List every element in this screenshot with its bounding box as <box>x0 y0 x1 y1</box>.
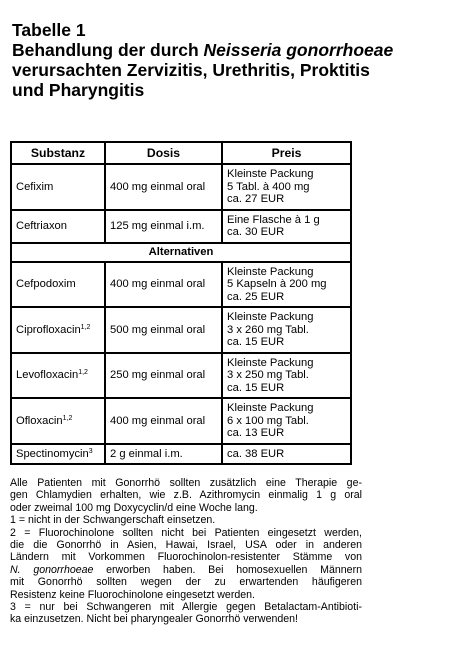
substance-name: Ofloxacin <box>16 414 63 427</box>
footnote-1: 1 = nicht in der Schwangerschaft einsetzen. <box>10 514 216 527</box>
price-cell <box>222 398 351 444</box>
footnote-ref: 1,2 <box>80 323 91 331</box>
substance-cell <box>11 262 105 308</box>
table-row <box>11 398 351 444</box>
price-line: Kleinste Packung <box>227 311 314 323</box>
alternatives-section <box>11 243 351 262</box>
footnote-3-line: 3 = nur bei Schwangeren mit Allergie gegen Betalactam-Antibioti- <box>10 601 362 614</box>
header-price: Preis <box>222 142 351 164</box>
price-cell <box>222 307 351 353</box>
price-line: ca. 15 EUR <box>227 381 285 394</box>
notes-intro-line: gen Chlamydien erhalten, wie z.B. Azithromycin einmalig 1 g oral <box>10 489 362 502</box>
price-line: Kleinste Packung <box>227 168 314 180</box>
substance-name: Ciprofloxacin <box>16 323 81 336</box>
footnote-ref: 1,2 <box>62 414 73 422</box>
dose-cell: 400 mg einmal oral <box>105 164 222 210</box>
title-prefix: Behandlung der durch <box>12 40 204 60</box>
footnote-2-line: die die Gonorrhö in Asien, Hawai, Israel, USA oder in anderen <box>10 539 362 552</box>
dose-cell: 250 mg einmal oral <box>105 353 222 399</box>
price-line: 5 Kapseln à 200 mg <box>227 278 327 290</box>
table-row <box>11 262 351 308</box>
footnote-2-organism: N. gonorrhoeae <box>10 563 94 576</box>
price-line: Eine Flasche à 1 g <box>227 213 320 226</box>
dose-cell: 2 g einmal i.m. <box>105 444 222 465</box>
footnote-ref: 3 <box>88 447 93 455</box>
price-cell <box>222 164 351 210</box>
price-line: Kleinste Packung <box>227 265 314 278</box>
substance-cell <box>11 210 105 243</box>
header-substance: Substanz <box>11 142 105 164</box>
notes-intro-line: oder zweimal 100 mg Doxycyclin/d eine Woche lang. <box>10 501 258 514</box>
table-row <box>11 444 351 465</box>
alternatives-row <box>11 243 351 262</box>
price-line: 5 Tabl. à 400 mg <box>227 180 310 193</box>
footnote-2-line: Resistenz keine Fluorochinolone eingesetzt werden. <box>10 588 255 601</box>
price-line: 3 x 250 mg Tabl. <box>227 369 309 381</box>
price-line: ca. 15 EUR <box>227 336 285 348</box>
footnote-ref: 1,2 <box>78 369 88 376</box>
price-line: Kleinste Packung <box>227 402 314 414</box>
price-cell <box>222 353 351 399</box>
substance-cell <box>11 398 105 444</box>
substance-name: Levofloxacin <box>16 369 79 381</box>
price-cell <box>222 444 351 465</box>
title-organism: Neisseria gonorrhoeae <box>203 40 394 60</box>
table-row <box>11 210 351 243</box>
price-line: 6 x 100 mg Tabl. <box>227 414 309 427</box>
price-cell <box>222 262 351 308</box>
price-line: Kleinste Packung <box>227 356 314 369</box>
title-line-1 <box>12 40 462 60</box>
substance-name: Ceftriaxon <box>16 219 67 232</box>
substance-name: Spectinomycin <box>16 447 89 460</box>
substance-name: Cefixim <box>16 180 54 193</box>
table-header-row <box>11 142 351 164</box>
alternative-rows <box>11 262 351 465</box>
footnote-2-line <box>10 564 362 576</box>
footnote-2-line: mit Gonorrhö sollten wegen der zu erwartenden häufigeren <box>10 576 362 589</box>
dose-cell: 125 mg einmal i.m. <box>105 210 222 243</box>
table-row <box>11 307 351 353</box>
price-line: ca. 25 EUR <box>227 290 285 303</box>
title-line-2: verursachten Zervizitis, Urethritis, Proktitis <box>12 60 370 80</box>
substance-name: Cefpodoxim <box>16 278 76 290</box>
dose-cell: 400 mg einmal oral <box>105 398 222 444</box>
primary-rows <box>11 164 351 243</box>
price-line: ca. 27 EUR <box>227 193 285 205</box>
footnote-2-line: Ländern mit Vorkommen Fluorochinolon-resistenter Stämme von <box>10 551 362 564</box>
price-line: ca. 13 EUR <box>227 427 285 439</box>
price-line: ca. 30 EUR <box>227 226 285 238</box>
treatment-table <box>10 141 352 465</box>
header-dose: Dosis <box>105 142 222 164</box>
table-heading <box>12 20 462 100</box>
price-line: 3 x 260 mg Tabl. <box>227 323 309 336</box>
footnote-3-line: ka einzusetzen. Nicht bei pharyngealer Gonorrhö verwenden! <box>10 613 298 626</box>
table-row <box>11 164 351 210</box>
table-row <box>11 353 351 399</box>
footnotes <box>10 477 362 626</box>
footnote-2-organism-rest: erworben haben. Bei homosexuellen Männern <box>93 563 362 576</box>
substance-cell <box>11 353 105 399</box>
footnote-2-line: 2 = Fluorochinolone sollten nicht bei Patienten eingesetzt werden, <box>10 526 362 539</box>
price-cell <box>222 210 351 243</box>
dose-cell: 500 mg einmal oral <box>105 307 222 353</box>
alternatives-label: Alternativen <box>11 243 351 262</box>
dose-cell: 400 mg einmal oral <box>105 262 222 308</box>
substance-cell <box>11 307 105 353</box>
substance-cell <box>11 164 105 210</box>
table-number: Tabelle 1 <box>12 20 86 40</box>
price-line: ca. 38 EUR <box>227 447 285 460</box>
notes-intro-line: Alle Patienten mit Gonorrhö sollten zusätzlich eine Therapie ge- <box>10 477 362 489</box>
substance-cell <box>11 444 105 465</box>
title-line-3: und Pharyngitis <box>12 80 145 100</box>
